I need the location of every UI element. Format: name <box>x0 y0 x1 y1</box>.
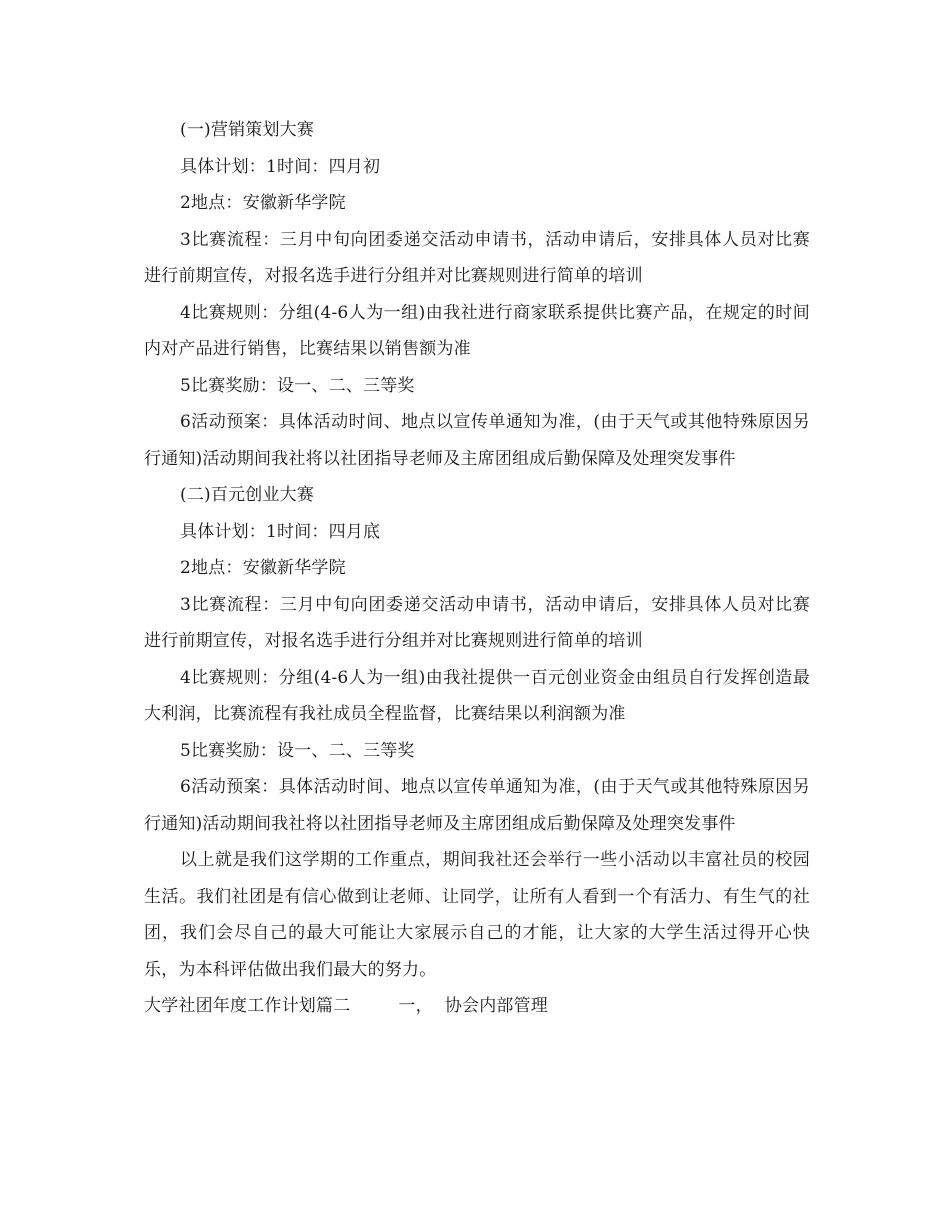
section2-rules: 4比赛规则：分组(4-6人为一组)由我社提供一百元创业资金由组员自行发挥创造最大利润，比赛流程有我社成员全程监督，比赛结果以利润额为准 <box>144 667 810 724</box>
next-section-title: 大学社团年度工作计划篇二 <box>144 996 351 1016</box>
section2-process: 3比赛流程：三月中旬向团委递交活动申请书，活动申请后，安排具体人员对比赛进行前期宣传，对报名选手进行分组并对比赛规则进行简单的培训 <box>144 594 810 651</box>
section2-heading: (二)百元创业大赛 <box>180 485 315 505</box>
next-section-item-number: 一， <box>398 996 433 1016</box>
document-body <box>144 112 810 1025</box>
next-section-item-text: 协会内部管理 <box>444 996 549 1016</box>
conclusion-paragraph: 以上就是我们这学期的工作重点，期间我社还会举行一些小活动以丰富社员的校园生活。我们社团是有信心做到让老师、让同学，让所有人看到一个有活力、有生气的社团，我们会尽自己的最大可能让大家展示自己的才能，让大家的大学生活过得开心快乐，为本科评估做出我们最大的努力。 <box>144 850 810 980</box>
section2-time: 具体计划：1时间：四月底 <box>180 521 381 542</box>
section1-process: 3比赛流程：三月中旬向团委递交活动申请书，活动申请后，安排具体人员对比赛进行前期宣传，对报名选手进行分组并对比赛规则进行简单的培训 <box>144 229 810 286</box>
section2-awards: 5比赛奖励：设一、二、三等奖 <box>180 740 415 761</box>
section1-time: 具体计划：1时间：四月初 <box>180 156 381 177</box>
section1-awards: 5比赛奖励：设一、二、三等奖 <box>180 375 415 396</box>
section2-plan: 6活动预案：具体活动时间、地点以宣传单通知为准，(由于天气或其他特殊原因另行通知)活动期间我社将以社团指导老师及主席团组成后勤保障及处理突发事件 <box>144 777 810 834</box>
section1-place: 2地点：安徽新华学院 <box>180 193 346 213</box>
section1-plan: 6活动预案：具体活动时间、地点以宣传单通知为准，(由于天气或其他特殊原因另行通知)活动期间我社将以社团指导老师及主席团组成后勤保障及处理突发事件 <box>144 412 810 469</box>
section1-heading: (一)营销策划大赛 <box>180 120 315 140</box>
section1-rules: 4比赛规则：分组(4-6人为一组)由我社进行商家联系提供比赛产品，在规定的时间内对产品进行销售，比赛结果以销售额为准 <box>144 302 810 359</box>
section2-place: 2地点：安徽新华学院 <box>180 558 346 578</box>
next-section-line <box>144 988 810 1025</box>
